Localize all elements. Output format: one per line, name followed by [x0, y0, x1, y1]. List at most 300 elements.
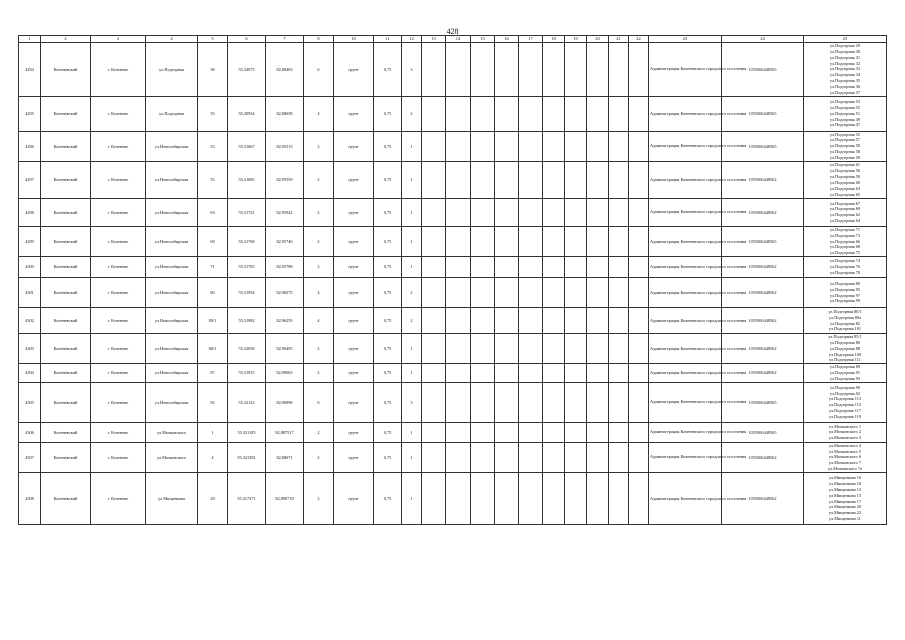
empty-cell	[587, 278, 609, 308]
container-volume-cell: 0,75	[374, 422, 402, 442]
row-number-cell: 4294	[19, 43, 41, 97]
page-number: 428	[446, 27, 459, 36]
empty-cell	[629, 473, 649, 525]
served-address: ул.Подгорная 65	[830, 191, 860, 197]
column-header: 17	[519, 36, 543, 43]
empty-cell	[422, 473, 446, 525]
served-address: ул.Мищенкова 18	[828, 480, 862, 486]
served-address: ул.Подгорная 89	[830, 364, 860, 370]
district-name-cell: Коченевский	[41, 364, 91, 383]
house-number-cell: 4	[198, 442, 228, 472]
platform-quantity-cell: 2	[402, 96, 422, 131]
empty-cell	[471, 308, 495, 334]
empty-cell	[565, 334, 587, 364]
empty-cell	[543, 131, 565, 161]
settlement-name-cell: г. Коченево	[91, 257, 146, 278]
settlement-name-cell: г. Коченево	[91, 198, 146, 226]
empty-cell	[609, 278, 629, 308]
latitude-cell: 55,31765	[228, 257, 266, 278]
row-number-cell: 4297	[19, 161, 41, 198]
served-addresses-cell	[804, 131, 887, 161]
served-address: ул.Подгорная 80/1	[828, 308, 862, 314]
empty-cell	[519, 308, 543, 334]
container-count-cell: 2	[304, 364, 334, 383]
empty-cell	[495, 43, 519, 97]
surface-type-cell: грунт	[334, 473, 374, 525]
empty-cell	[543, 161, 565, 198]
empty-cell	[471, 96, 495, 131]
served-address: ул.Мищенкова 13	[828, 486, 862, 492]
empty-cell	[609, 442, 629, 472]
street-name-cell: ул.Новосибирская	[146, 226, 198, 256]
empty-cell	[519, 257, 543, 278]
surface-type-cell: грунт	[334, 96, 374, 131]
served-address: ул.Подгорная 58	[830, 173, 860, 179]
row-number-cell: 4298	[19, 198, 41, 226]
container-volume-cell: 0,75	[374, 226, 402, 256]
empty-cell	[422, 96, 446, 131]
street-name-cell: ул.Мищенкова	[146, 473, 198, 525]
table-row	[19, 382, 887, 422]
column-header: 21	[609, 36, 629, 43]
served-addresses-cell	[804, 422, 887, 442]
served-address: ул.Подгорная 62	[830, 212, 860, 218]
house-number-cell: 86/1	[198, 334, 228, 364]
latitude-cell: 55,321185	[228, 422, 266, 442]
street-name-cell: ул.Новосибирская	[146, 278, 198, 308]
surface-type-cell: грунт	[334, 308, 374, 334]
empty-cell	[629, 382, 649, 422]
row-number-cell: 4307	[19, 442, 41, 472]
empty-cell	[471, 226, 495, 256]
empty-cell	[519, 442, 543, 472]
district-name-cell: Коченевский	[41, 382, 91, 422]
latitude-cell: 55,31982	[228, 308, 266, 334]
settlement-name-cell: г. Коченево	[91, 308, 146, 334]
empty-cell	[495, 131, 519, 161]
served-address: ул.Подгорная 90	[830, 384, 860, 390]
settlement-name-cell: г. Коченево	[91, 226, 146, 256]
table-row	[19, 226, 887, 256]
row-number-cell: 4304	[19, 364, 41, 383]
empty-cell	[629, 278, 649, 308]
table-row	[19, 364, 887, 383]
empty-cell	[609, 308, 629, 334]
empty-cell	[446, 308, 471, 334]
served-address: ул.Подгорная 32	[830, 60, 860, 66]
empty-cell	[519, 131, 543, 161]
served-address: ул.Подгорная 37	[830, 89, 860, 95]
longitude-cell: 82,88658	[266, 96, 304, 131]
empty-cell	[495, 382, 519, 422]
ogrn-cell: 1055006448562	[722, 442, 804, 472]
empty-cell	[609, 96, 629, 131]
owner-cell: Администрация Коченевского городского поселения	[649, 96, 722, 131]
container-count-cell: 2	[304, 198, 334, 226]
empty-cell	[446, 382, 471, 422]
platform-quantity-cell: 2	[402, 308, 422, 334]
owner-cell: Администрация Коченевского городского поселения	[649, 364, 722, 383]
table-row	[19, 257, 887, 278]
empty-cell	[519, 364, 543, 383]
empty-cell	[422, 278, 446, 308]
row-number-cell: 4306	[19, 422, 41, 442]
served-addresses-cell	[804, 382, 887, 422]
served-address: ул.Мочковского 1	[828, 423, 862, 429]
served-address: ул.Подгорная 97	[830, 292, 860, 298]
served-address: ул.Подгорная 59	[830, 143, 860, 149]
district-name-cell: Коченевский	[41, 257, 91, 278]
served-address: ул.Подгорная 85/1	[828, 334, 862, 340]
settlement-name-cell: г. Коченево	[91, 382, 146, 422]
column-header: 25	[804, 36, 887, 43]
empty-cell	[609, 257, 629, 278]
served-addresses-cell	[804, 161, 887, 198]
column-header: 12	[402, 36, 422, 43]
ogrn-cell: 1055006448565	[722, 131, 804, 161]
served-address: ул.Подгорная 111	[829, 357, 861, 363]
served-address: ул.Подгорная 115	[829, 402, 861, 408]
served-address: ул.Подгорная 31	[830, 54, 860, 60]
column-header: 19	[565, 36, 587, 43]
empty-cell	[422, 442, 446, 472]
empty-cell	[422, 161, 446, 198]
table-row	[19, 442, 887, 472]
container-volume-cell: 0,75	[374, 442, 402, 472]
street-name-cell: ул.Мочковского	[146, 422, 198, 442]
empty-cell	[495, 198, 519, 226]
table-row	[19, 43, 887, 97]
column-header: 24	[722, 36, 804, 43]
empty-cell	[543, 364, 565, 383]
latitude-cell: 55,31954	[228, 278, 266, 308]
empty-cell	[422, 43, 446, 97]
latitude-cell: 55,32123	[228, 382, 266, 422]
settlement-name-cell: г. Коченево	[91, 278, 146, 308]
platform-quantity-cell: 1	[402, 198, 422, 226]
served-address: ул.Подгорная 60	[830, 179, 860, 185]
column-header: 13	[422, 36, 446, 43]
empty-cell	[543, 382, 565, 422]
empty-cell	[629, 257, 649, 278]
empty-cell	[565, 257, 587, 278]
empty-cell	[587, 473, 609, 525]
container-volume-cell: 0,75	[374, 334, 402, 364]
container-count-cell: 6	[304, 382, 334, 422]
house-number-cell: 63	[198, 198, 228, 226]
served-address: ул.Подгорная 95	[830, 286, 860, 292]
empty-cell	[587, 257, 609, 278]
served-address: ул.Подгорная 91	[830, 370, 860, 376]
empty-cell	[543, 422, 565, 442]
empty-cell	[629, 422, 649, 442]
settlement-name-cell: г. Коченево	[91, 364, 146, 383]
empty-cell	[543, 96, 565, 131]
served-address: ул.Подгорная 67	[830, 200, 860, 206]
longitude-cell: 82,96898	[266, 382, 304, 422]
container-count-cell: 2	[304, 442, 334, 472]
ogrn-cell: 1055006448565	[722, 43, 804, 97]
empty-cell	[543, 473, 565, 525]
street-name-cell: ул.Новосибирская	[146, 198, 198, 226]
owner-cell: Администрация Коченевского городского поселения	[649, 308, 722, 334]
served-address: ул.Подгорная 49	[830, 116, 860, 122]
empty-cell	[565, 43, 587, 97]
served-address: ул.Подгорная 117	[829, 408, 861, 414]
surface-type-cell: грунт	[334, 334, 374, 364]
empty-cell	[471, 382, 495, 422]
empty-cell	[543, 278, 565, 308]
empty-cell	[446, 442, 471, 472]
served-address: ул.Подгорная 78	[830, 269, 860, 275]
column-header: 18	[543, 36, 565, 43]
district-name-cell: Коченевский	[41, 96, 91, 131]
row-number-cell: 4295	[19, 96, 41, 131]
empty-cell	[446, 422, 471, 442]
container-volume-cell: 0,75	[374, 308, 402, 334]
table-row	[19, 334, 887, 364]
empty-cell	[471, 442, 495, 472]
latitude-cell: 55,31721	[228, 198, 266, 226]
longitude-cell: 82,887517	[266, 422, 304, 442]
served-addresses-cell	[804, 43, 887, 97]
empty-cell	[629, 442, 649, 472]
street-name-cell: ул.Подгорная	[146, 96, 198, 131]
empty-cell	[519, 198, 543, 226]
served-address: ул.Мищенкова 16	[828, 475, 862, 481]
empty-cell	[543, 334, 565, 364]
latitude-cell: 55,321581	[228, 442, 266, 472]
platform-quantity-cell: 3	[402, 43, 422, 97]
empty-cell	[609, 161, 629, 198]
empty-cell	[519, 334, 543, 364]
owner-cell: Администрация Коченевского городского поселения	[649, 278, 722, 308]
column-header: 14	[446, 36, 471, 43]
empty-cell	[609, 364, 629, 383]
longitude-cell: 82,890718	[266, 473, 304, 525]
owner-cell: Администрация Коченевского городского поселения	[649, 473, 722, 525]
surface-type-cell: грунт	[334, 257, 374, 278]
empty-cell	[446, 96, 471, 131]
empty-cell	[565, 278, 587, 308]
empty-cell	[629, 226, 649, 256]
empty-cell	[565, 308, 587, 334]
longitude-cell: 82,88463	[266, 43, 304, 97]
surface-type-cell: грунт	[334, 442, 374, 472]
container-count-cell: 2	[304, 473, 334, 525]
served-addresses-cell	[804, 473, 887, 525]
surface-type-cell: грунт	[334, 364, 374, 383]
ogrn-cell: 1055006448565	[722, 226, 804, 256]
house-number-cell: 55	[198, 161, 228, 198]
column-header: 6	[228, 36, 266, 43]
surface-type-cell: грунт	[334, 382, 374, 422]
served-address: ул.Мочковского 7	[828, 460, 862, 466]
empty-cell	[587, 422, 609, 442]
empty-cell	[565, 382, 587, 422]
longitude-cell: 82,95515	[266, 131, 304, 161]
empty-cell	[519, 278, 543, 308]
empty-cell	[565, 422, 587, 442]
empty-cell	[587, 131, 609, 161]
empty-cell	[519, 96, 543, 131]
column-header: 10	[334, 36, 374, 43]
served-address: ул.Подгорная 71	[830, 226, 860, 232]
container-count-cell: 2	[304, 257, 334, 278]
empty-cell	[446, 334, 471, 364]
table-row	[19, 473, 887, 525]
owner-cell: Администрация Коченевского городского поселения	[649, 442, 722, 472]
served-addresses-cell	[804, 198, 887, 226]
column-header: 5	[198, 36, 228, 43]
ogrn-cell: 1055006448562	[722, 473, 804, 525]
empty-cell	[422, 382, 446, 422]
street-name-cell: ул.Новосибирская	[146, 161, 198, 198]
street-name-cell: ул.Новосибирская	[146, 131, 198, 161]
container-volume-cell: 0,75	[374, 278, 402, 308]
longitude-cell: 82,95788	[266, 257, 304, 278]
empty-cell	[587, 226, 609, 256]
served-address: ул.Подгорная 119	[829, 413, 861, 419]
empty-cell	[609, 43, 629, 97]
container-count-cell: 2	[304, 161, 334, 198]
empty-cell	[609, 334, 629, 364]
empty-cell	[543, 43, 565, 97]
house-number-cell: 36	[198, 43, 228, 97]
column-header: 22	[629, 36, 649, 43]
served-address: ул.Подгорная 58	[830, 149, 860, 155]
served-address: ул.Подгорная 74	[830, 258, 860, 264]
empty-cell	[446, 257, 471, 278]
served-addresses-cell	[804, 334, 887, 364]
empty-cell	[587, 308, 609, 334]
settlement-name-cell: г. Коченево	[91, 96, 146, 131]
settlement-name-cell: г. Коченево	[91, 442, 146, 472]
served-addresses-cell	[804, 226, 887, 256]
empty-cell	[565, 131, 587, 161]
settlement-name-cell: г. Коченево	[91, 131, 146, 161]
served-address: ул.Подгорная 68	[830, 244, 860, 250]
platform-quantity-cell: 1	[402, 226, 422, 256]
platform-quantity-cell: 1	[402, 422, 422, 442]
container-volume-cell: 0,75	[374, 382, 402, 422]
ogrn-cell: 1055006448565	[722, 382, 804, 422]
served-address: ул.Подгорная 53	[830, 98, 860, 104]
empty-cell	[471, 334, 495, 364]
empty-cell	[471, 161, 495, 198]
container-volume-cell: 0,75	[374, 364, 402, 383]
settlement-name-cell: г. Коченево	[91, 334, 146, 364]
header-row	[19, 36, 887, 43]
empty-cell	[495, 334, 519, 364]
empty-cell	[471, 131, 495, 161]
table-row	[19, 198, 887, 226]
surface-type-cell: грунт	[334, 131, 374, 161]
surface-type-cell: грунт	[334, 278, 374, 308]
empty-cell	[495, 226, 519, 256]
empty-cell	[495, 96, 519, 131]
platform-quantity-cell: 1	[402, 131, 422, 161]
house-number-cell: 53	[198, 131, 228, 161]
container-volume-cell: 0,75	[374, 198, 402, 226]
empty-cell	[471, 278, 495, 308]
district-name-cell: Коченевский	[41, 226, 91, 256]
empty-cell	[471, 43, 495, 97]
column-header: 8	[304, 36, 334, 43]
empty-cell	[587, 43, 609, 97]
house-number-cell: 1	[198, 422, 228, 442]
empty-cell	[495, 422, 519, 442]
latitude-cell: 55,31667	[228, 131, 266, 161]
served-address: ул.Подгорная 35	[830, 78, 860, 84]
empty-cell	[519, 422, 543, 442]
container-count-cell: 4	[304, 96, 334, 131]
container-volume-cell: 0,75	[374, 257, 402, 278]
empty-cell	[629, 364, 649, 383]
longitude-cell: 82,95559	[266, 161, 304, 198]
served-address: ул.Подгорная 55	[830, 131, 860, 137]
served-address: ул.Подгорная 75	[830, 250, 860, 256]
served-address: ул.Подгорная 59	[830, 154, 860, 160]
row-number-cell: 4305	[19, 382, 41, 422]
longitude-cell: 82,96495	[266, 334, 304, 364]
column-header: 23	[649, 36, 722, 43]
empty-cell	[446, 364, 471, 383]
empty-cell	[587, 334, 609, 364]
district-name-cell: Коченевский	[41, 161, 91, 198]
container-count-cell: 2	[304, 422, 334, 442]
empty-cell	[422, 198, 446, 226]
empty-cell	[446, 161, 471, 198]
table-row	[19, 308, 887, 334]
container-count-cell: 4	[304, 278, 334, 308]
empty-cell	[446, 43, 471, 97]
district-name-cell: Коченевский	[41, 43, 91, 97]
served-address: ул.Мищенкова 22	[828, 510, 862, 516]
empty-cell	[422, 422, 446, 442]
table-row	[19, 96, 887, 131]
empty-cell	[519, 43, 543, 97]
ogrn-cell: 1055006448565	[722, 422, 804, 442]
district-name-cell: Коченевский	[41, 473, 91, 525]
column-header: 20	[587, 36, 609, 43]
empty-cell	[629, 131, 649, 161]
served-address: ул.Подгорная 88	[830, 345, 860, 351]
house-number-cell: 80	[198, 278, 228, 308]
owner-cell: Администрация Коченевского городского поселения	[649, 198, 722, 226]
served-addresses-cell	[804, 308, 887, 334]
empty-cell	[495, 161, 519, 198]
platform-quantity-cell: 1	[402, 334, 422, 364]
container-volume-cell: 0,75	[374, 473, 402, 525]
latitude-cell: 55,31915	[228, 364, 266, 383]
house-number-cell: 20	[198, 473, 228, 525]
served-addresses-cell	[804, 442, 887, 472]
longitude-cell: 82,95942	[266, 198, 304, 226]
empty-cell	[495, 278, 519, 308]
empty-cell	[609, 226, 629, 256]
container-count-cell: 6	[304, 43, 334, 97]
served-address: ул.Подгорная 55	[830, 104, 860, 110]
empty-cell	[471, 422, 495, 442]
row-number-cell: 4300	[19, 257, 41, 278]
empty-cell	[422, 308, 446, 334]
served-address: ул.Мочковского 7а	[828, 466, 862, 472]
empty-cell	[629, 161, 649, 198]
surface-type-cell: грунт	[334, 161, 374, 198]
row-number-cell: 4296	[19, 131, 41, 161]
served-address: ул.Подгорная 92	[830, 390, 860, 396]
